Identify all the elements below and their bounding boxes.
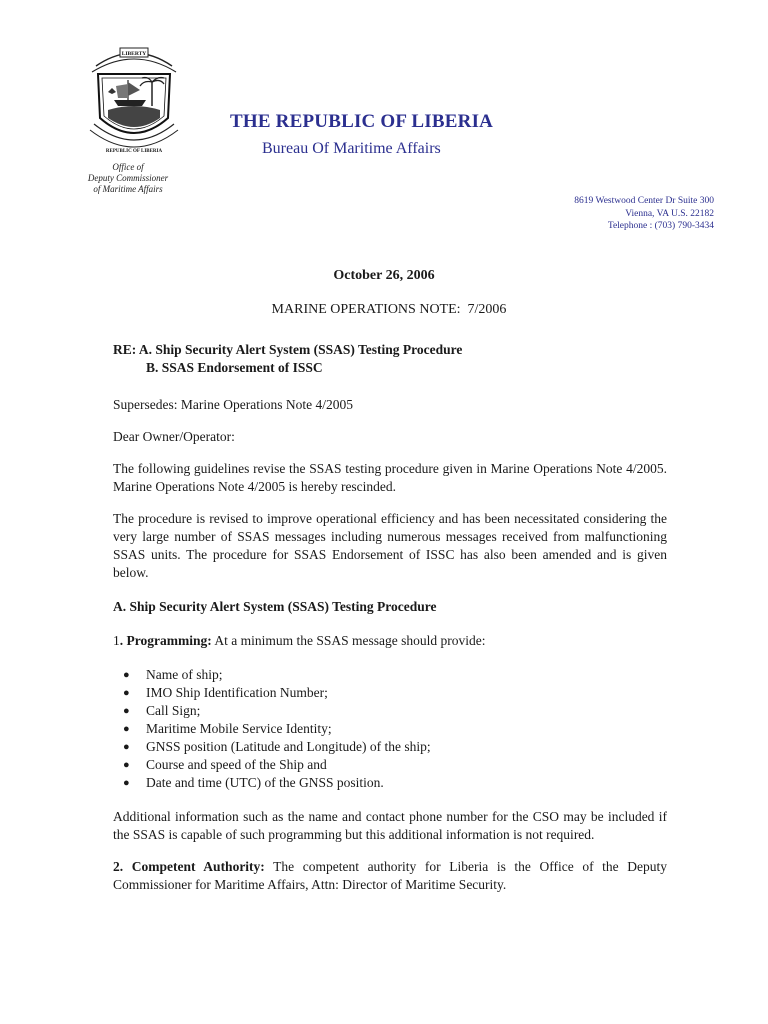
address-line: 8619 Westwood Center Dr Suite 300	[574, 196, 714, 206]
list-item	[113, 666, 667, 684]
letterhead-subtitle: Bureau Of Maritime Affairs	[262, 140, 441, 157]
additional-info-paragraph: Additional information such as the name and contact phone number for the CSO may be included if the SSAS is capable of such programming but this additional information is not required.	[113, 809, 667, 842]
supersedes-line: Supersedes: Marine Operations Note 4/2005	[113, 397, 353, 412]
subject-line-a: RE: A. Ship Security Alert System (SSAS) Testing Procedure	[113, 342, 463, 357]
list-item-text: GNSS position (Latitude and Longitude) of the ship;	[146, 739, 431, 754]
seal-bottom-text: REPUBLIC OF LIBERIA	[105, 149, 163, 154]
list-item-text: Course and speed of the Ship and	[146, 757, 327, 772]
section-a-heading: A. Ship Security Alert System (SSAS) Testing Procedure	[113, 599, 437, 614]
letter-date: October 26, 2006	[333, 268, 435, 283]
bullet-icon: ●	[123, 687, 130, 699]
list-item	[113, 702, 667, 720]
office-line: Office of	[112, 162, 144, 172]
list-item-text: Maritime Mobile Service Identity;	[146, 721, 332, 736]
list-item	[113, 738, 667, 756]
bullet-icon: ●	[123, 759, 130, 771]
programming-label: . Programming:	[119, 633, 212, 648]
list-item-text: Name of ship;	[146, 667, 223, 682]
list-item	[113, 756, 667, 774]
office-caption	[70, 162, 186, 195]
list-item	[113, 774, 667, 792]
competent-authority-paragraph	[113, 858, 667, 894]
bullet-icon: ●	[123, 705, 130, 717]
paragraph-reason: The procedure is revised to improve operational efficiency and has been necessitated considering the very large number of SSAS messages including numerous messages received from malfunctioning SSAS units. The procedure for SSAS Endorsement of ISSC has also been amended and is given below.	[113, 511, 667, 580]
bullet-icon: ●	[123, 723, 130, 735]
letterhead-title: THE REPUBLIC OF LIBERIA	[230, 111, 494, 132]
programming-text: At a minimum the SSAS message should provide:	[211, 633, 486, 648]
list-item-text: Call Sign;	[146, 703, 201, 718]
competent-authority-text: The competent authority for Liberia is the Office of the Deputy Commissioner for Maritime Affairs, Attn: Director of Maritime Security.	[113, 859, 667, 892]
subject-block	[113, 341, 667, 377]
operations-note-number: MARINE OPERATIONS NOTE: 7/2006	[271, 302, 507, 317]
letterhead-address	[540, 195, 714, 233]
list-item-text: IMO Ship Identification Number;	[146, 685, 328, 700]
list-item	[113, 684, 667, 702]
list-item-text: Date and time (UTC) of the GNSS position.	[146, 775, 384, 790]
ssas-message-fields-list	[113, 666, 667, 792]
liberia-seal-logo	[86, 44, 182, 162]
subject-line-b: B. SSAS Endorsement of ISSC	[146, 360, 323, 375]
salutation: Dear Owner/Operator:	[113, 429, 235, 444]
programming-number: 1	[113, 633, 120, 648]
bullet-icon: ●	[123, 669, 130, 681]
seal-top-text: LIBERTY	[121, 51, 147, 57]
address-line: Telephone : (703) 790-3434	[607, 221, 714, 231]
bullet-icon: ●	[123, 777, 130, 789]
letter-body	[113, 341, 667, 894]
address-line: Vienna, VA U.S. 22182	[625, 208, 714, 219]
office-line: of Maritime Affairs	[93, 184, 163, 194]
office-line: Deputy Commissioner	[87, 173, 169, 183]
bullet-icon: ●	[123, 741, 130, 753]
paragraph-intro: The following guidelines revise the SSAS testing procedure given in Marine Operations Note 4/2005. Marine Operations Note 4/2005 is hereby rescinded.	[113, 461, 667, 494]
programming-paragraph	[113, 632, 667, 650]
list-item	[113, 720, 667, 738]
competent-authority-label: 2. Competent Authority:	[113, 859, 265, 874]
